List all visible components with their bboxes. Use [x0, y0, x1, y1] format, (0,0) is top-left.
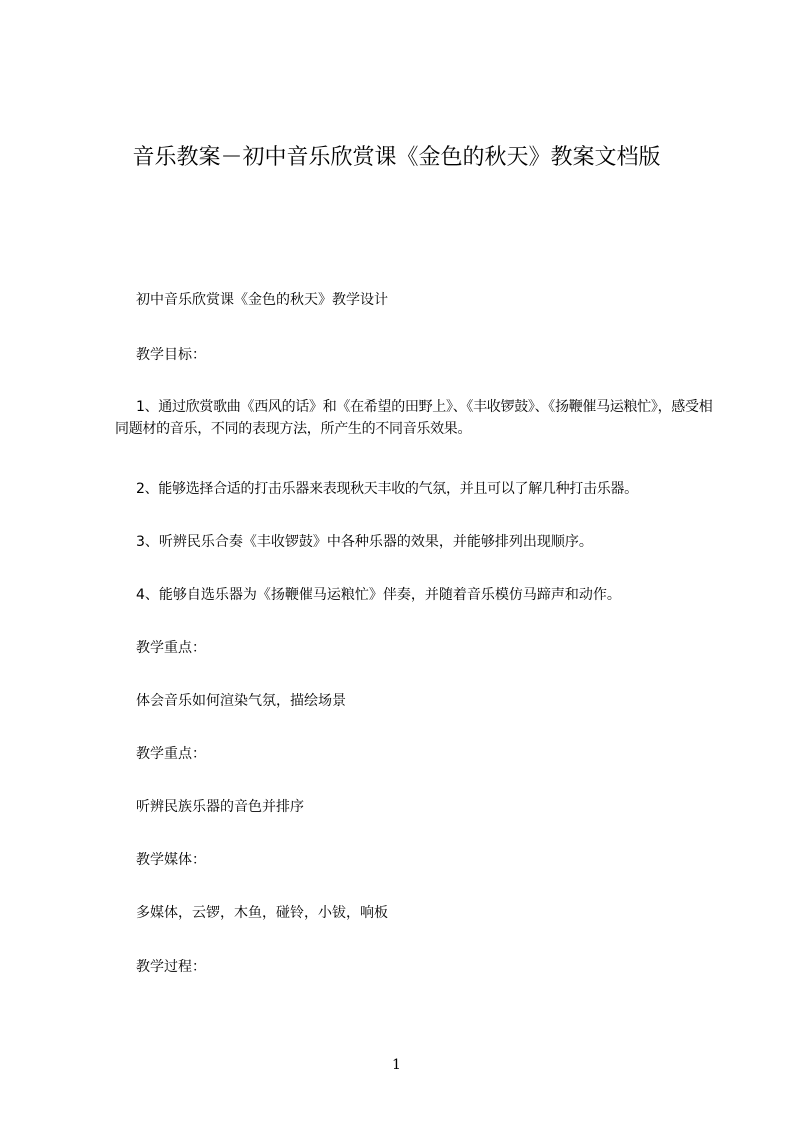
goal-item-1: 1、通过欣赏歌曲《西风的话》和《在希望的田野上》、《丰收锣鼓》、《扬鞭催马运粮忙》，感受相同题材的音乐，不同的表现方法，所产生的不同音乐效果。: [115, 399, 713, 437]
document-title: 音乐教案－初中音乐欣赏课《金色的秋天》教案文档版: [132, 145, 661, 170]
key-points-text: 体会音乐如何渲染气氛，描绘场景: [136, 693, 346, 709]
page-number: 1: [392, 1057, 401, 1073]
media-heading: 教学媒体：: [136, 852, 206, 868]
difficulty-text: 听辨民族乐器的音色并排序: [136, 799, 304, 815]
key-points-heading: 教学重点：: [136, 640, 206, 656]
goal-item-4: 4、能够自选乐器为《扬鞭催马运粮忙》伴奏，并随着音乐模仿马蹄声和动作。: [136, 587, 621, 603]
lesson-subtitle: 初中音乐欣赏课《金色的秋天》教学设计: [136, 292, 388, 308]
process-heading: 教学过程：: [136, 959, 206, 975]
difficulty-heading: 教学重点：: [136, 746, 206, 762]
goal-item-3: 3、听辨民乐合奏《丰收锣鼓》中各种乐器的效果，并能够排列出现顺序。: [136, 534, 593, 550]
goal-item-2: 2、能够选择合适的打击乐器来表现秋天丰收的气氛，并且可以了解几种打击乐器。: [136, 481, 638, 497]
goals-heading: 教学目标：: [136, 347, 206, 363]
media-text: 多媒体，云锣，木鱼，碰铃，小钹，响板: [136, 905, 388, 921]
